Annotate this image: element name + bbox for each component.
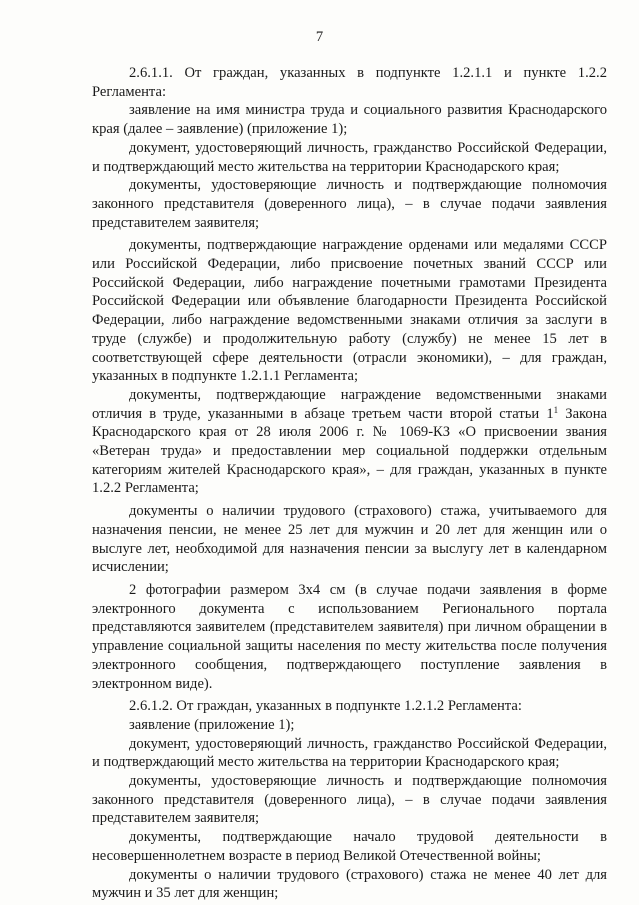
paragraph-wartime-labor: документы, подтверждающие начало трудовой деятельности в несовершеннолетнем возрасте в период Великой Отечественной войны; [92, 829, 607, 864]
paragraph-identity-document-2: документ, удостоверяющий личность, гражданство Российской Федерации, и подтверждающий место жительства на территории Краснодарского края; [92, 735, 607, 771]
paragraph-application-2: заявление (приложение 1); [129, 716, 295, 733]
paragraph-award-documents: документы, подтверждающие награждение орденами или медалями СССР или Российской Федерации, либо присвоение почетных званий СССР или Российской Федерации, либо награждение почетными грамотами Президента Российской Федерации или объявление благодарности Президента Российской Федерации, либо награждение ведомственными знаками отличия за заслуги в труде (службе) и продолжительную работу (службу) не менее 15 лет в соответствующей сфере деятельности (отрасли экономики), – для граждан, указанных в подпункте 1.2.1.1 Регламента; [92, 237, 607, 385]
paragraph-representative-documents-2: документы, удостоверяющие личность и подтверждающие полномочия законного представителя (доверенного лица), – в случае подачи заявления представителем заявителя; [92, 773, 607, 827]
paragraph-work-experience: документы о наличии трудового (страхового) стажа, учитываемого для назначения пенсии, не менее 25 лет для мужчин и 20 лет для женщин или о выслуге лет, необходимой для назначения пенсии за выслугу лет в календарном исчислении; [92, 503, 607, 576]
paragraph-2-6-1-2-heading: 2.6.1.2. От граждан, указанных в подпункте 1.2.1.2 Регламента: [129, 698, 522, 715]
paragraph-2-6-1-1-heading: 2.6.1.1. От граждан, указанных в подпункте 1.2.1.1 и пункте 1.2.2 Регламента: [92, 65, 607, 100]
paragraph-photographs: 2 фотографии размером 3х4 см (в случае подачи заявления в форме электронного документа с использованием Регионального портала представляются заявителем (представителем заявителя) при личном обращении в управление социальной защиты населения по месту жительства после получения электронного сообщения, подтверждающего поступление заявления в электронном виде). [92, 581, 607, 692]
page-number: 7 [315, 29, 324, 45]
paragraph-representative-documents: документы, удостоверяющие личность и подтверждающие полномочия законного представителя (доверенного лица), – в случае подачи заявления представителем заявителя; [92, 177, 607, 231]
article-superscript: 1 [553, 404, 559, 415]
paragraph-departmental-awards [92, 386, 607, 498]
departmental-awards-text-after: Закона Краснодарского края от 28 июля 2006 г. № 1069-КЗ «О присвоении звания «Ветеран труда» и предоставлении мер социальной поддержки отдельным категориям жителей Краснодарского края», – для граждан, указанных в пункте 1.2.2 Регламента; [92, 405, 607, 497]
paragraph-application: заявление на имя министра труда и социального развития Краснодарского края (далее – заявление) (приложение 1); [92, 102, 607, 138]
paragraph-work-experience-2: документы о наличии трудового (страхового) стажа не менее 40 лет для мужчин и 35 лет для женщин; [92, 866, 607, 902]
paragraph-identity-document: документ, удостоверяющий личность, гражданство Российской Федерации, и подтверждающий место жительства на территории Краснодарского края; [92, 139, 607, 175]
document-body [92, 64, 607, 903]
departmental-awards-text-before: документы, подтверждающие награждение ведомственными знаками отличия в труде, указанными в абзаце третьем части второй статьи 1 [92, 386, 607, 422]
